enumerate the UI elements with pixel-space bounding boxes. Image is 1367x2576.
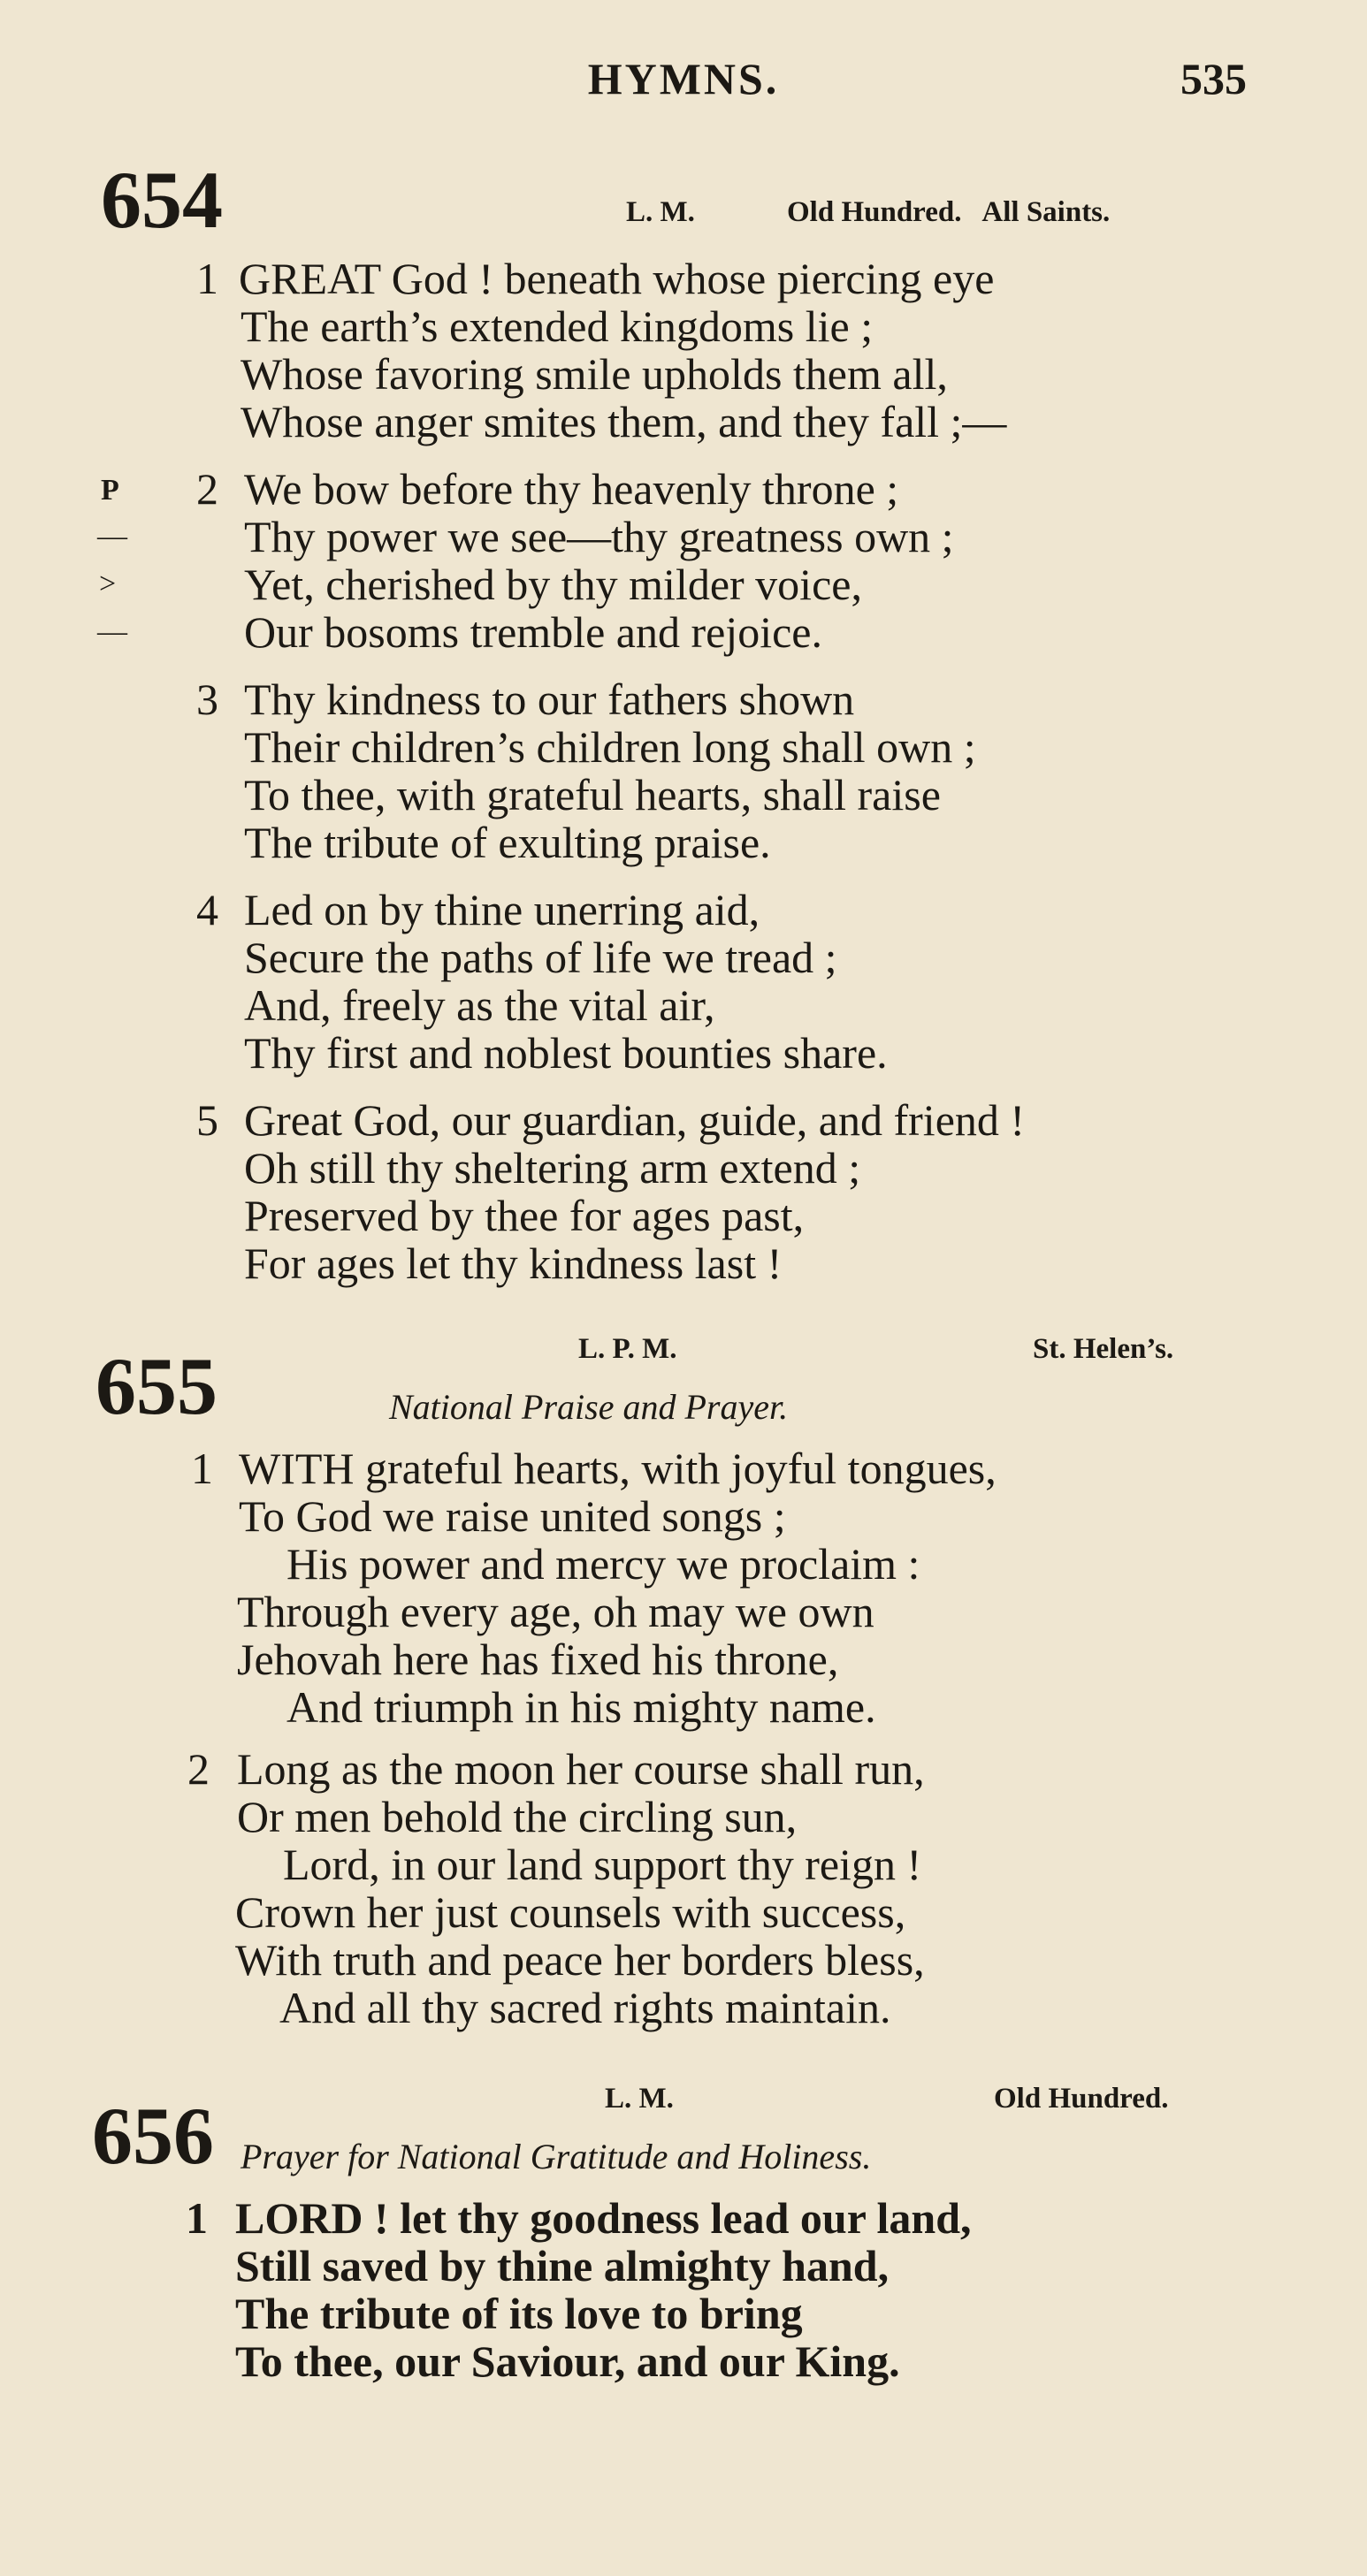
verse-line: The earth’s extended kingdoms lie ;: [241, 301, 874, 351]
verse-line: The tribute of exulting praise.: [244, 818, 771, 867]
verse-line: Our bosoms tremble and rejoice.: [244, 607, 822, 657]
hymn-tunes: Old Hundred.: [994, 2083, 1169, 2115]
hymn-meter: L. M.: [626, 196, 695, 228]
verse-line: With truth and peace her borders bless,: [235, 1935, 925, 1985]
verse-line: And triumph in his mighty name.: [286, 1682, 876, 1732]
verse-line: To thee, our Saviour, and our King.: [235, 2336, 900, 2386]
verse-line: Through every age, oh may we own: [237, 1587, 874, 1636]
hymn-tunes: St. Helen’s.: [1033, 1333, 1174, 1365]
verse-line: Crown her just counsels with success,: [235, 1887, 906, 1937]
verse-line: Or men behold the circling sun,: [237, 1792, 798, 1841]
verse-line: Long as the moon her course shall run,: [237, 1744, 925, 1794]
verse-number: 1: [186, 2193, 208, 2243]
verse-line: Whose anger smites them, and they fall ;—: [241, 397, 1007, 446]
verse-number: 1: [191, 1444, 213, 1493]
verse-line: His power and mercy we proclaim :: [286, 1539, 920, 1589]
verse-line: To God we raise united songs ;: [239, 1491, 786, 1541]
hymn-tunes: Old Hundred. All Saints.: [787, 196, 1111, 228]
verse-line: LORD ! let thy goodness lead our land,: [235, 2193, 972, 2243]
dynamic-mark: >: [99, 568, 117, 600]
verse-line: Great God, our guardian, guide, and friend !: [244, 1095, 1026, 1145]
hymn-number: 656: [92, 2091, 214, 2181]
verse-line: For ages let thy kindness last !: [244, 1238, 783, 1288]
running-head-title: HYMNS.: [587, 54, 780, 103]
verse-line: Thy kindness to our fathers shown: [244, 674, 855, 724]
hymn-subtitle: National Praise and Prayer.: [389, 1387, 789, 1427]
verse-line: Whose favoring smile upholds them all,: [241, 349, 948, 399]
hymn-number: 655: [95, 1341, 218, 1431]
hymn-subtitle: Prayer for National Gratitude and Holiness.: [241, 2137, 872, 2176]
dynamic-mark: —: [97, 615, 127, 648]
verse-line: Led on by thine unerring aid,: [244, 885, 760, 934]
dynamic-mark: —: [97, 520, 127, 553]
verse-line: Yet, cherished by thy milder voice,: [244, 560, 862, 609]
verse-line: Thy first and noblest bounties share.: [244, 1028, 888, 1078]
verse-line: WITH grateful hearts, with joyful tongues,: [239, 1444, 997, 1493]
verse-number: 5: [196, 1095, 218, 1145]
verse-number: 4: [196, 885, 218, 934]
verse-line: Still saved by thine almighty hand,: [235, 2241, 890, 2290]
verse-number: 1: [196, 254, 218, 303]
verse-line: Their children’s children long shall own ;: [244, 722, 976, 772]
verse-line: Oh still thy sheltering arm extend ;: [244, 1143, 861, 1193]
verse-line: We bow before thy heavenly throne ;: [244, 464, 899, 514]
hymn-number: 654: [101, 155, 223, 245]
verse-line: Jehovah here has fixed his throne,: [237, 1635, 839, 1684]
verse-line: Secure the paths of life we tread ;: [244, 933, 837, 982]
verse-line: And all thy sacred rights maintain.: [279, 1983, 891, 2032]
hymn-meter: L. M.: [605, 2083, 674, 2115]
verse-number: 3: [196, 674, 218, 724]
hymn-meter: L. P. M.: [578, 1333, 677, 1365]
verse-number: 2: [196, 464, 218, 514]
verse-line: To thee, with grateful hearts, shall raise: [244, 770, 941, 819]
dynamic-mark: P: [101, 474, 119, 507]
verse-line: Preserved by thee for ages past,: [244, 1191, 805, 1240]
verse-line: Lord, in our land support thy reign !: [283, 1840, 922, 1889]
verse-line: And, freely as the vital air,: [244, 980, 715, 1030]
verse-line: The tribute of its love to bring: [235, 2289, 803, 2338]
verse-line: Thy power we see—thy greatness own ;: [244, 512, 954, 561]
page-number: 535: [1180, 54, 1247, 103]
verse-line: GREAT God ! beneath whose piercing eye: [239, 254, 995, 303]
verse-number: 2: [187, 1744, 210, 1794]
